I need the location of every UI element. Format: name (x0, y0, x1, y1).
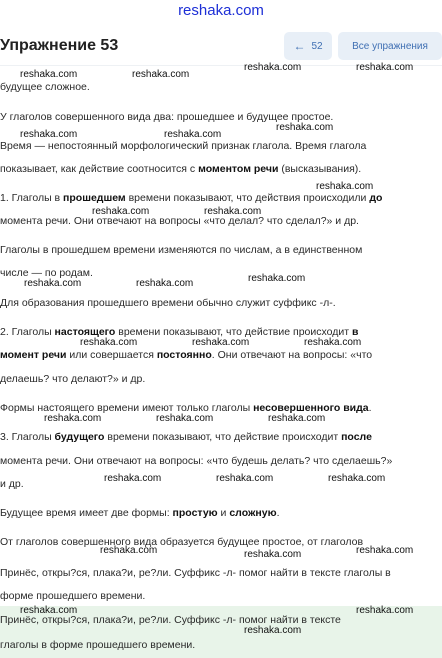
watermark: reshaka.com (20, 605, 78, 616)
previous-exercise-button[interactable] (284, 32, 332, 60)
watermark: reshaka.com (20, 69, 78, 80)
text-line: момента речи. Они отвечают на вопросы «что делал? что сделал?» и др. (0, 215, 359, 227)
text-line: будущее сложное. (0, 81, 90, 93)
watermark: reshaka.com (192, 337, 250, 348)
text-line: Принёс, откры?ся, плака?и, ре?ли. Суффикс -л- помог найти в тексте глаголы в (0, 567, 391, 579)
watermark: reshaka.com (24, 278, 82, 289)
text-line: момент речи или совершается постоянно. Они отвечают на вопросы: «что (0, 349, 373, 361)
exercise-header (0, 28, 442, 66)
text-line: делаешь? что делают?» и др. (0, 373, 146, 385)
page-title: Упражнение 53 (0, 37, 119, 54)
watermark: reshaka.com (156, 413, 214, 424)
watermark: reshaka.com (80, 337, 138, 348)
previous-exercise-label: 52 (311, 40, 323, 52)
watermark: reshaka.com (356, 545, 414, 556)
watermark: reshaka.com (356, 605, 414, 616)
watermark: reshaka.com (20, 129, 78, 140)
text-line: 2. Глаголы настоящего времени показывают, что действие происходит в (0, 326, 359, 338)
text-line: Будущее время имеет две формы: простую и сложную. (0, 507, 280, 519)
site-logo-text: reshaka.com (178, 2, 264, 19)
watermark: reshaka.com (244, 62, 302, 73)
text-line: и др. (0, 478, 24, 490)
arrow-left-icon: ← (293, 39, 306, 53)
text-line: От глаголов совершенного вида образуется будущее простое, от глаголов (0, 536, 364, 548)
text-line: Время — непостоянный морфологический признак глагола. Время глагола (0, 140, 367, 152)
text-line: числе — по родам. (0, 267, 93, 279)
all-exercises-button[interactable] (338, 32, 442, 60)
watermark: reshaka.com (44, 413, 102, 424)
watermark: reshaka.com (164, 129, 222, 140)
text-line: форме прошедшего времени. (0, 590, 146, 602)
text-line: 1. Глаголы в прошедшем времени показывают, что действия происходили до (0, 192, 383, 204)
watermark: reshaka.com (268, 413, 326, 424)
all-exercises-label: Все упражнения (352, 40, 428, 52)
watermark: reshaka.com (316, 181, 374, 192)
watermark: reshaka.com (244, 549, 302, 560)
text-line: 3. Глаголы будущего времени показывают, что действие происходит после (0, 431, 372, 443)
watermark: reshaka.com (216, 473, 274, 484)
site-logo[interactable] (0, 0, 442, 24)
text-line: Формы настоящего времени имеют только глаголы несовершенного вида. (0, 402, 372, 414)
watermark: reshaka.com (92, 206, 150, 217)
text-line: момента речи. Они отвечают на вопросы: «что будешь делать? что сделаешь?» (0, 455, 393, 467)
watermark: reshaka.com (136, 278, 194, 289)
watermark: reshaka.com (304, 337, 362, 348)
watermark: reshaka.com (328, 473, 386, 484)
text-line: Глаголы в прошедшем времени изменяются по числам, а в единственном (0, 244, 363, 256)
watermark: reshaka.com (276, 122, 334, 133)
watermark: reshaka.com (248, 273, 306, 284)
watermark: reshaka.com (356, 62, 414, 73)
watermark: reshaka.com (100, 545, 158, 556)
answer-line: Принёс, откры?ся, плака?и, ре?ли. Суффикс -л- помог найти в тексте (0, 614, 341, 626)
answer-line: глаголы в форме прошедшего времени. (0, 639, 196, 651)
text-line: Для образования прошедшего времени обычно служит суффикс -л-. (0, 297, 336, 309)
text-line: показывает, как действие соотносится с моментом речи (высказывания). (0, 163, 362, 175)
watermark: reshaka.com (204, 206, 262, 217)
watermark: reshaka.com (132, 69, 190, 80)
text-line: У глаголов совершенного вида два: прошедшее и будущее простое. (0, 111, 334, 123)
watermark: reshaka.com (244, 625, 302, 636)
watermark: reshaka.com (104, 473, 162, 484)
